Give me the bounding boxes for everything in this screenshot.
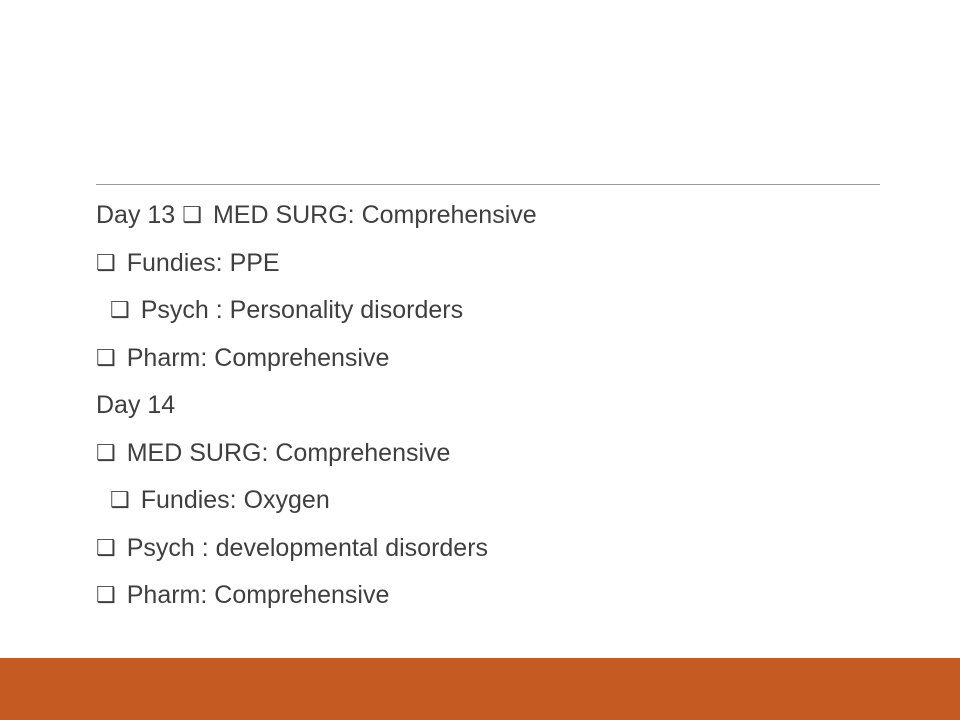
list-item-label: Pharm: Comprehensive bbox=[126, 343, 390, 372]
list-item bbox=[96, 192, 916, 240]
content-divider-rule bbox=[96, 184, 880, 185]
list-item-label: Psych : Personality disorders bbox=[140, 296, 464, 324]
slide-body-list bbox=[96, 192, 916, 620]
bullet-box-icon: ❑ bbox=[110, 297, 130, 322]
bullet-box-icon: ❑ bbox=[110, 487, 130, 512]
list-item-label: Psych : developmental disorders bbox=[126, 533, 489, 562]
list-item bbox=[96, 382, 916, 430]
list-item bbox=[96, 477, 916, 525]
list-item-label: MED SURG: Comprehensive bbox=[212, 201, 537, 229]
list-item bbox=[96, 572, 916, 620]
bullet-box-icon: ❑ bbox=[96, 439, 116, 465]
list-item-label: Pharm: Comprehensive bbox=[126, 581, 390, 609]
list-item-label: Fundies: Oxygen bbox=[140, 486, 330, 514]
list-item bbox=[96, 525, 916, 573]
list-item-prefix: Day 14 bbox=[96, 391, 176, 419]
list-item bbox=[96, 240, 916, 288]
slide-accent-bar bbox=[0, 658, 960, 720]
bullet-box-icon: ❑ bbox=[96, 249, 116, 275]
bullet-box-icon: ❑ bbox=[96, 534, 116, 560]
list-item bbox=[96, 430, 916, 478]
bullet-box-icon: ❑ bbox=[96, 344, 116, 370]
list-item-prefix: Day 13 bbox=[96, 201, 176, 229]
list-item-label: Fundies: PPE bbox=[126, 248, 280, 277]
bullet-box-icon: ❑ bbox=[96, 582, 116, 607]
list-item bbox=[96, 335, 916, 383]
bullet-box-icon: ❑ bbox=[182, 202, 202, 227]
list-item bbox=[96, 287, 916, 335]
list-item-label: MED SURG: Comprehensive bbox=[126, 438, 451, 467]
